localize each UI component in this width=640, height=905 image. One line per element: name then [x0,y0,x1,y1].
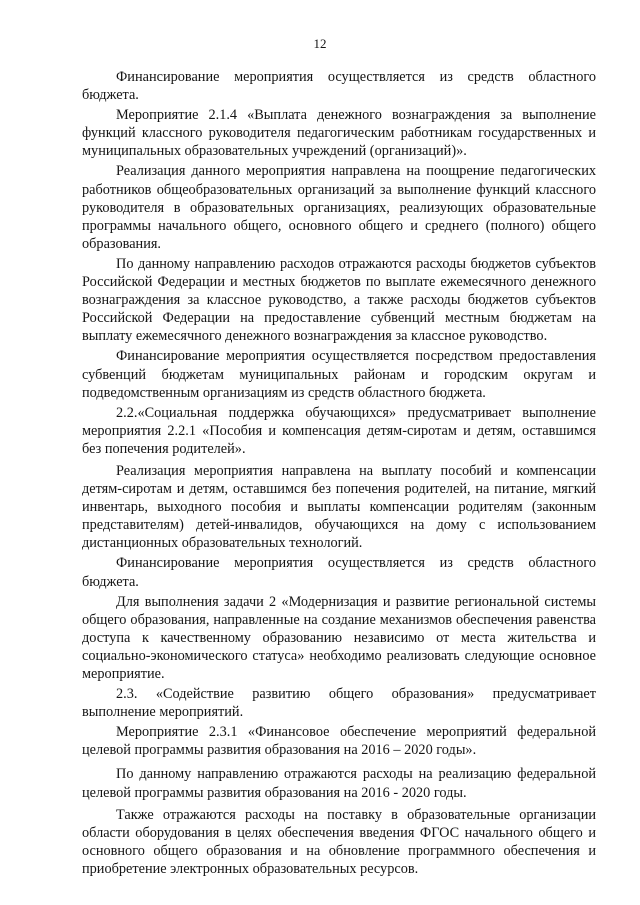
paragraph-social-support-2-2: 2.2.«Социальная поддержка обучающихся» предусматривает выполнение мероприятия 2.2.1 «Пособия и компенсация детям-сиротам и детям, оставшимся без попечения родителей». [82,404,596,457]
paragraph-measure-2-1-4: Мероприятие 2.1.4 «Выплата денежного вознаграждения за выполнение функций классного руководителя педагогическим работникам государственных и муниципальных образовательных учреждений (организаций)». [82,107,596,160]
paragraph-financing-subventions: Финансирование мероприятия осуществляется посредством предоставления субвенций бюджетам муниципальных районам и городским округам и подведомственным организациям из средств областного бюджета. [82,348,596,401]
paragraph-federal-program-expenses: По данному направлению отражаются расходы на реализацию федеральной целевой программы развития образования на 2016 - 2020 годы. [82,766,596,801]
paragraph-financing-regional-budget-1: Финансирование мероприятия осуществляется из средств областного бюджета. [82,69,596,104]
paragraph-measure-2-3-1: Мероприятие 2.3.1 «Финансовое обеспечение мероприятий федеральной целевой программы развития образования на 2016 – 2020 годы». [82,724,596,759]
paragraph-section-2-3: 2.3. «Содействие развитию общего образования» предусматривает выполнение мероприятий. [82,686,596,721]
paragraph-task-2: Для выполнения задачи 2 «Модернизация и развитие региональной системы общего образования, направленные на создание механизмов обеспечения равенства доступа к качественному образованию независимо от места жительства и социально-экономического статуса» необходимо реализовать следующие основное мероприятие. [82,593,596,682]
paragraph-measure-2-2-1-purpose: Реализация мероприятия направлена на выплату пособий и компенсации детям-сиротам и детям, оставшимся без попечения родителей, на питание, мягкий инвентарь, выходного пособия и выплаты компенсации родителям (законным представителям) детей-инвалидов, обучающихся на дому с использованием дистанционных образовательных технологий. [82,462,596,552]
paragraph-expense-direction: По данному направлению расходов отражаются расходы бюджетов субъектов Российской Федерации и местных бюджетов по выплате ежемесячного денежного вознаграждения за классное руководство, а также расходы бюджетов субъектов Российской Федерации на предоставление субвенций местным бюджетам на выплату ежемесячного денежного вознаграждения за классное руководство. [82,255,596,345]
paragraph-financing-regional-budget-2: Финансирование мероприятия осуществляется из средств областного бюджета. [82,555,596,590]
document-body [82,68,596,880]
page-number: 12 [313,36,327,51]
paragraph-equipment-expenses: Также отражаются расходы на поставку в образовательные организации области оборудования в целях обеспечения введения ФГОС начального общего и основного общего образования и на обновление программного обеспечения и приобретение электронных образовательных ресурсов. [82,806,596,877]
paragraph-measure-2-1-4-purpose: Реализация данного мероприятия направлена на поощрение педагогических работников общеобразовательных организаций за выполнение функций классного руководителя в образовательных организациях, реализующих образовательные программы начального общего, основного общего и среднего (полного) общего образования. [82,163,596,252]
